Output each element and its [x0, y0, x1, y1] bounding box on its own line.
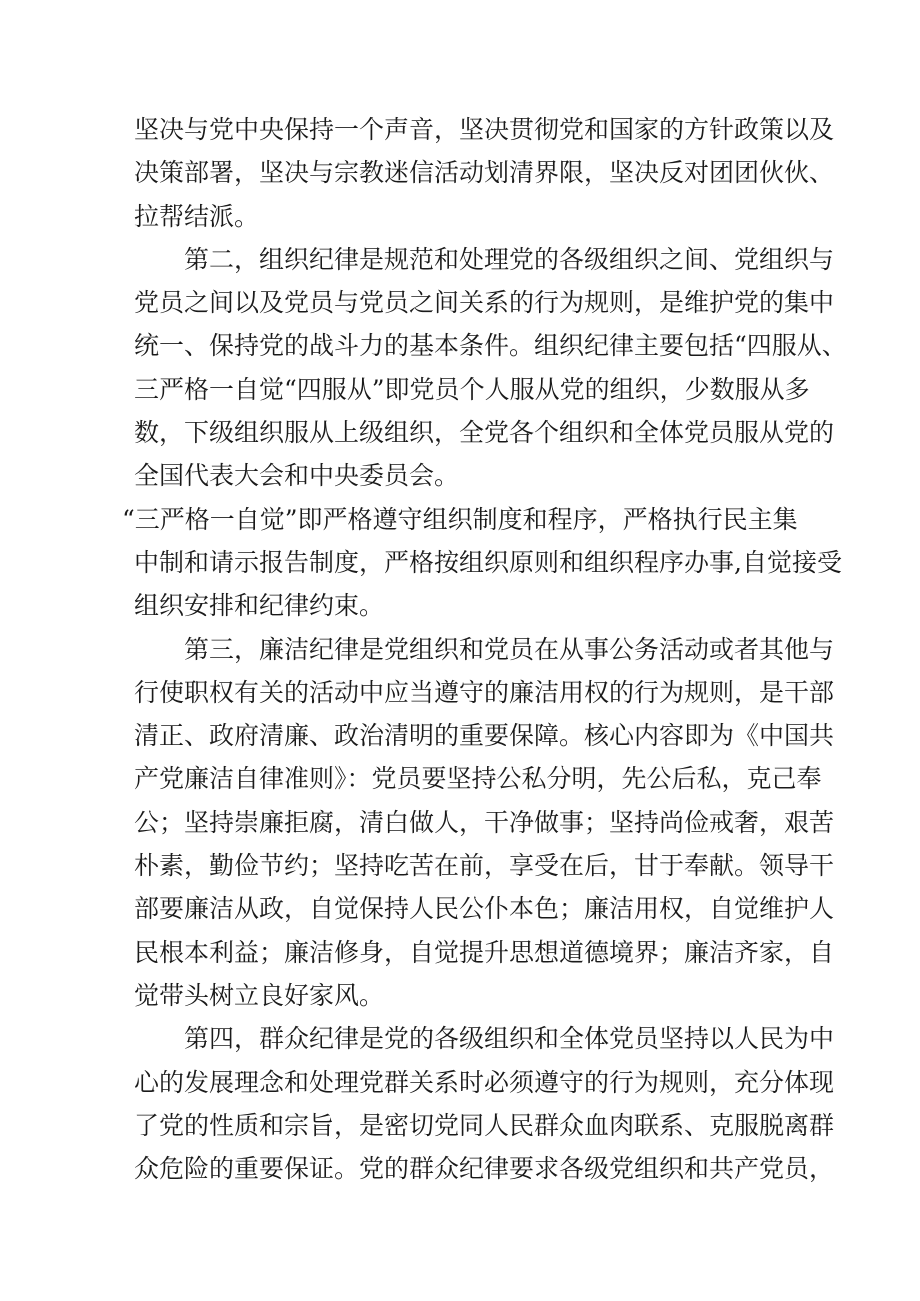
text-line: 中制和请示报告制度，严格按组织原则和组织程序办事,自觉接受	[134, 547, 842, 577]
text-line: 心的发展理念和处理党群关系时必须遵守的行为规则，充分体现	[134, 1067, 835, 1097]
text-line: 数，下级组织服从上级组织，全党各个组织和全体党员服从党的	[134, 418, 835, 448]
paragraph-start-line: 第三，廉洁纪律是党组织和党员在从事公务活动或者其他与	[184, 634, 835, 664]
text-line: 部要廉洁从政，自觉保持人民公仆本色；廉洁用权，自觉维护人	[134, 894, 835, 924]
paragraph-start-line: 第二，组织纪律是规范和处理党的各级组织之间、党组织与	[184, 244, 835, 274]
text-line: 了党的性质和宗旨，是密切党同人民群众血肉联系、克服脱离群	[134, 1110, 835, 1140]
text-line: 众危险的重要保证。党的群众纪律要求各级党组织和共产党员，	[134, 1154, 835, 1184]
body-text	[122, 108, 847, 1190]
text-line: 全国代表大会和中央委员会。	[134, 461, 460, 491]
text-line: 三严格一自觉“四服从”即党员个人服从党的组织，少数服从多	[134, 374, 810, 404]
text-line: 统一、保持党的战斗力的基本条件。组织纪律主要包括“四服从、	[134, 331, 847, 361]
text-line: 党员之间以及党员与党员之间关系的行为规则，是维护党的集中	[134, 288, 835, 318]
paragraph-start-line: 第四，群众纪律是党的各级组织和全体党员坚持以人民为中	[184, 1024, 835, 1054]
text-line: 决策部署，坚决与宗教迷信活动划清界限，坚决反对团团伙伙、	[134, 158, 835, 188]
text-line: 组织安排和纪律约束。	[134, 591, 385, 621]
text-line: 行使职权有关的活动中应当遵守的廉洁用权的行为规则，是干部	[134, 677, 835, 707]
text-line: 觉带头树立良好家风。	[134, 980, 385, 1010]
text-line: 民根本利益；廉洁修身，自觉提升思想道德境界；廉洁齐家，自	[134, 937, 835, 967]
text-line: 朴素，勤俭节约；坚持吃苦在前，享受在后，甘于奉献。领导干	[134, 851, 835, 881]
paragraph-start-line: “三严格一自觉”即严格遵守组织制度和程序，严格执行民主集	[122, 504, 798, 534]
text-line: 公；坚持崇廉拒腐，清白做人，干净做事；坚持尚俭戒奢，艰苦	[134, 807, 835, 837]
text-line: 坚决与党中央保持一个声音，坚决贯彻党和国家的方针政策以及	[134, 115, 835, 144]
text-line: 产党廉洁自律准则》：党员要坚持公私分明，先公后私，克己奉	[134, 764, 822, 794]
text-line: 拉帮结派。	[134, 201, 260, 231]
text-line: 清正、政府清廉、政治清明的重要保障。核心内容即为《中国共	[134, 721, 835, 751]
